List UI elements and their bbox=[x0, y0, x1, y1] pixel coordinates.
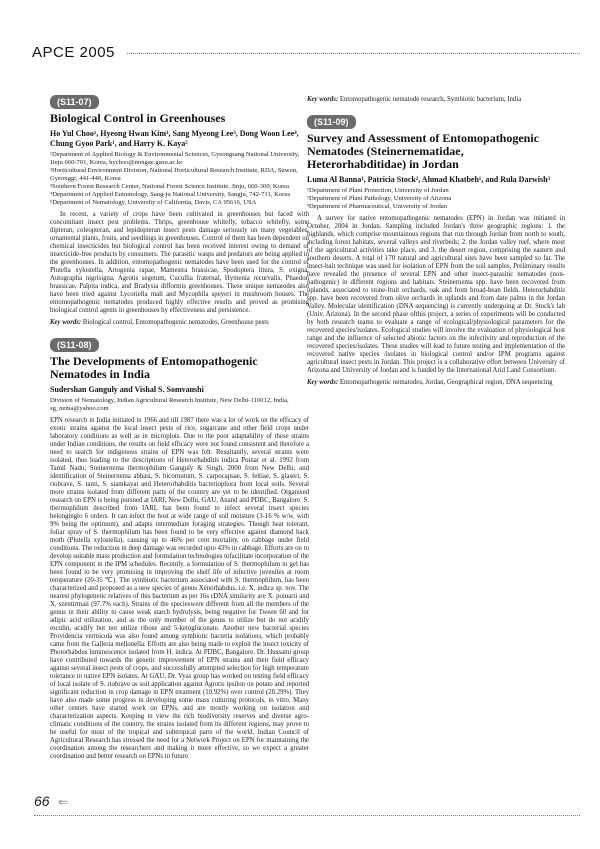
keywords-label: Key words: bbox=[50, 319, 82, 326]
affiliation: ⁴Department of Applied Entomology, Sang-ju National University, Sangju, 742-711, Korea bbox=[50, 191, 291, 198]
keywords-label: Key words: bbox=[307, 96, 339, 103]
author-list: Ho Yul Choo¹, Hyeong Hwan Kim³, Sang Myeong Lee³, Dong Woon Lee⁴, Chung Gyoo Park¹, and Harry K. Kaya⁵ bbox=[50, 129, 299, 148]
abstract-s11-08-keywords bbox=[307, 96, 565, 104]
author-list: Sudershan Ganguly and Vishal S. Somvanshi bbox=[50, 385, 204, 394]
affiliation: ³Department of Pharmaceutical, University of Jordan bbox=[307, 203, 448, 210]
back-arrow-icon[interactable]: ⇐ bbox=[58, 795, 69, 809]
affiliation: ⁵Department of Nematology, University of California, Davis, CA 95616, USA bbox=[50, 199, 257, 206]
right-column bbox=[307, 92, 565, 395]
keywords-text: Biological control, Entomopathogenic nematodes, Greenhouse pests bbox=[82, 319, 269, 326]
abstract-s11-08 bbox=[50, 335, 309, 761]
abstract-title: Survey and Assessment of Entomopathogenic Nematodes (Steinernematidae, Heterorhabditidae) in Jordan bbox=[307, 131, 540, 171]
abstract-body: A survey for native entomopathogenic nematodes (EPN) in Jordan was initiated in October, 2004 in Jordan. Sampling included Jordan's three geographic regions: 1. the highlands, which comprise mountainous regions that run through Jordan from north to south, including forest habitats, several valleys and riverbeds; 2. the Jordan valley reef, where most of the agricultural activities take place, and 3. the desert region, comprising the eastern and southern deserts. A total of 170 natural and agricultural sites have been sampled so far. The insect-bait technique was used for isolation of EPN from the soil samples. Preliminary results have revealed the presence of several EPN and other insect-parasitic nematodes (non- pathogenic) in different regions and habitats. Steinernema spp. have been recovered from uplands, associated to stone-fruit orchards, oak and from broad-bean fields. Heterorhabditis spp. have been recovered from olive orchards in uplands and from date palms in the Jordan Valley. Molecular identification (DNA sequencing) is currently undergoing at Dr. Stock's lab (Univ. Arizona). In the second phase ofthis project, a series of experiments will be conducted by both research teams to evaluate a range of ecological/physiological parameters for the recovered species/isolates. Ecological studies will involve the evaluation of physiological host range and the influence of selected abiotic factors on the infectivity and reproduction of the recovered species/isolates. These studies will lead to future testing and implementation of the recovered native species /isolates in biological control and/or IPM programs against agricultural insect pests in Jordan. This project is a collaborative effort between University of Arizona and University of Jordan and is funded by the International Arid Land Consortium. bbox=[307, 215, 565, 374]
affiliation: ²Department of Plant Pathology, University of Arizona bbox=[307, 195, 452, 202]
conference-title: APCE 2005 bbox=[32, 44, 115, 61]
affiliation: ²Horticultural Environment Division, National Horticultural Research Institute, RDA, Suwon, Gyeonggi, 441-440, Korea bbox=[50, 167, 298, 182]
keywords-label: Key words: bbox=[307, 379, 339, 386]
abstract-s11-09 bbox=[307, 112, 565, 387]
abstract-s11-07 bbox=[50, 92, 309, 327]
keywords-text: Entomopathogenic nematodes, Jordan, Geographical region, DNA sequencing bbox=[339, 379, 553, 386]
affiliation: ¹Department of Applied Biology & Environmental Sciences, Gyeongsang National University, Jinju 660-701, Korea, hychoo@nongae.gsnu.ac.kr bbox=[50, 151, 300, 166]
page-number: 66 bbox=[34, 793, 50, 809]
session-badge: (S11-07) bbox=[50, 95, 99, 109]
session-badge: (S11-08) bbox=[50, 338, 99, 352]
affiliation: Division of Nematology, Indian Agricultural Research Institute, New Delhi-110012, India, sg_nema@yahoo.com bbox=[50, 397, 289, 412]
keywords-text: Entomopathogenic nematode research, Symbiotic bacterium, India bbox=[339, 96, 522, 103]
abstract-title: The Developments of Entomopathogenic Nematodes in India bbox=[50, 354, 258, 381]
author-list: Luma Al Banna¹, Patricia Stock², Ahmad Khatbeh¹, and Rula Darwish³ bbox=[307, 175, 550, 184]
affiliation: ¹Department of Plant Protection, University of Jordan bbox=[307, 187, 449, 194]
page-footer bbox=[34, 793, 68, 811]
abstract-body: EPN research in India initiated in 1966 and till 1987 there was a lot of work on the efficacy of exotic strains against the local insect pests of rice, sugarcane and other field crops under laboratory conditions as well as in microplots. Due to the poor adaptability of these strains under Indian conditions, the results on field efficacy were not found consistent and therefore a need to search for indigenous strains of EPN was felt. Resultantly, several strains were isolated, thus leading to the descriptions of Heterorhabditis indica Poinar et al. 1992 from Tamil Nadu; Steinernema thermophilum Ganguly & Singh, 2000 from New Delhi; and identification of Steinernema abbasi, S. bicornutum, S. carpocapsae, S. feltiae, S. glaseri, S. riobrave, S. tami, S. siamkayai and Heterorhabditis bacteriophora from local soils. Several more strains isolated from different parts of the country are yet to be identified. Organised research on EPN is being pursued at IARI, New Delhi, GAU, Anand and PDBC, Bangalore. S. thermophilum described from IARI, has been found to infect several insect species belongingto 6 orders. It can infect the host at wide range of soil moisture (3-16 % w/w, with 9% being the optimum), and adapts intermediate foraging strategies. Though heat tolerant, foliar spray of S. thermophilum has been found to be very effective against diamond back moth (Plutella xylostella), causing up to 46% per cent mortality, on cabbage under field conditions. The reduction in deep damage was recorded upto 43% in cabbage. Efforts are on to develop suitable mass production and formulation technologies tofacilitate incorporation of the EPN component in the IPM schedules. Recently, a formulation of S. thermophilum in gel has been found to be very promising in improving the shelf life of infective juveniles at room temperature (20-35 ℃). The symbiotic bacterium associated with S. thermophilum, has been characterized and proposed as a new species of genus Xenorhabdus, i.e. X. indica sp. nov. The nearest phylogenetic relatives of this bacterium as per 16s rDNA similarity are X. poinarii and X. szentirmaii (97.7% each). Strains of the specieswere different from all the members of the genus in their ability to cause weak starch hydrolysis, being negative for Tween 60 and for adipic acid utilization, and as the only member of the genus to utilize but do not acidify esculin, acidify but not utilize ribose and 5-ketogluconate. Another new bacterial species Providencia vermicola was also found among symbiotic bacteria isolations, which probably came from the Galleria mellonella. Efforts are also being made to exploit the insect toxicity of Photorhabdus luminescence isolated from H. indica. At PDBC, Bangalore, Dr. Hussaini group have contributed towards the genetic improvement of EPN strains and their field efficacy against several insect pests of crops, and successfully attempted selection for high temperature tolerance in native EPN isolates. At GAU, Dr. Vyas group has worked on testing field efficacy of local isolate of S. riobrave as soil application against Agrotis ipsilon on potato and reported significant reduction in crop damage in EPN treatment (10.92%) over control (28.29%). They have also made some progress in developing some mass culturing protocols, in vitro. Many other centers have started work on EPNs, and are mostly working on isolation and characterization aspects. Keeping in view the rich biodiversity reserves and diverse agro-climatic conditions of the country, the strains isolated from its different regions, may prove to be useful for most of the tropical and subtropical parts of the world. Indian Council of Agricultural Research has stressed the need for a Network Project on EPN for maintaining the coordination among the researchers and making it more effective, so we expect a greater coordination and better research on EPNs in future. bbox=[50, 417, 309, 760]
left-column bbox=[50, 92, 309, 769]
page-header bbox=[32, 44, 580, 62]
session-badge: (S11-09) bbox=[307, 115, 356, 129]
abstract-body: In recent, a variety of crops have been cultivated in greenhouses but faced with concomitant insect pest problems. Thrips, greenhouse whitefly, tobacco whitefly, some dipteran, coleopteran, and lepidopteran insect pests damage seriously on many vegetables, ornamental plants, fruits, and seedlings in greenhouses. Control of them has been dependent on chemical insecticides but biological control has been received interest owing to demand of insecticide-free products by consumers. The parasitic wasps and predators are being applied in the greenhouses. In addition, entomopathogenic nematodes have been used for the control of Plutella xylostella, Artogenia rapae, Mamestra brassicae, Spodoptera litura, S. exigua, Autographa nigrisigna, Agrotis segetum, Cucullia fraternal, Hymenia recurvalis, Phaedon brassicae, Palpita indica, and Bradysia difformis greenhouses. These unique nematodes also have been tried against Lycoriella mali and Mycophila speyeri in mushroom houses. The entomopathogenic nematodes produced highly effective results and proved as promising biological control agents in greenhouses by effectiveness and persistence. bbox=[50, 211, 309, 314]
footer-divider bbox=[34, 815, 580, 816]
keywords bbox=[50, 319, 309, 327]
keywords bbox=[307, 96, 565, 104]
affiliation: ³Southern Forest Research Center, National Forest Science Institute, Jinju, 660-300, Korea bbox=[50, 183, 290, 190]
keywords bbox=[307, 379, 565, 387]
header-divider bbox=[127, 53, 580, 54]
abstract-title: Biological Control in Greenhouses bbox=[50, 111, 226, 125]
